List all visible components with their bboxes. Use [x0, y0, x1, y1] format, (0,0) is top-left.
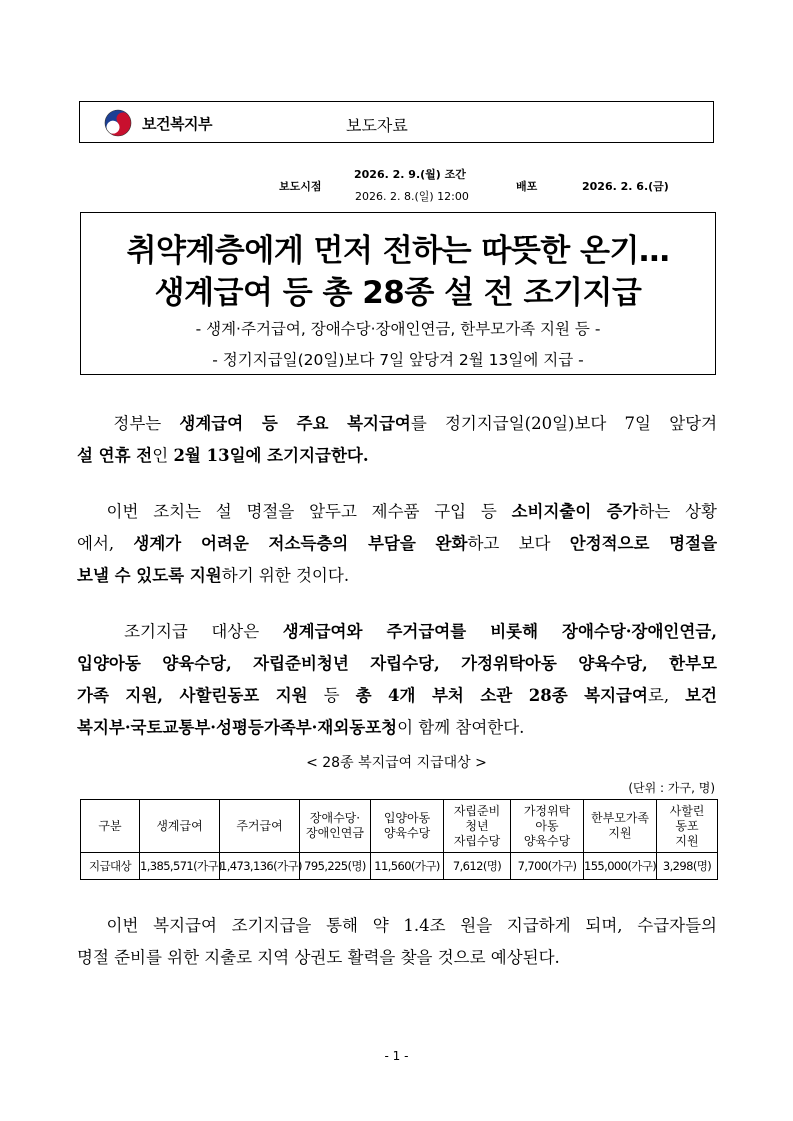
distribution-date: 2026. 2. 6.(금) — [582, 180, 669, 193]
header-line: 사할린 — [669, 803, 705, 818]
taegeuk-logo-icon — [104, 109, 132, 137]
text-run: 이 함께 참여한다. — [397, 718, 525, 737]
benefit-table — [80, 799, 718, 880]
distribution-label: 배포 — [516, 180, 538, 193]
header-line: 청년 — [465, 818, 489, 833]
table-cell: 11,560(가구) — [371, 853, 444, 880]
paragraph-line — [77, 408, 717, 440]
table-cell: 3,298(명) — [657, 853, 718, 880]
text-run: 명절 준비를 위한 지출로 지역 상권도 활력을 찾을 것으로 예상된다. — [77, 948, 560, 967]
header-line: 동포 — [675, 818, 699, 833]
bold-text: 입양아동 양육수당, 자립준비청년 자립수당, 가정위탁아동 양육수당, 한부모 — [77, 654, 717, 673]
headline-line-2: 생계급여 등 총 28종 설 전 조기지급 — [154, 275, 642, 311]
page-number: - 1 - — [384, 1049, 409, 1063]
table-cell: 7,612(명) — [444, 853, 511, 880]
release-date-online: 2026. 2. 8.(일) 12:00 — [355, 190, 469, 203]
bold-text: 생계급여 등 주요 복지급여 — [179, 414, 411, 433]
bold-text: 생계가 어려운 저소득층의 부담을 완화 — [133, 534, 468, 553]
bold-text: 가족 지원, 사할린동포 지원 — [77, 686, 308, 705]
header-line: 자립준비 — [453, 803, 501, 818]
paragraph-line — [77, 648, 717, 680]
header-line: 아동 — [535, 818, 559, 833]
header-line: 가정위탁 — [523, 803, 571, 818]
paragraph-line — [77, 616, 717, 648]
text-run: 이번 조치는 설 명절을 앞두고 제수품 구입 등 — [106, 502, 512, 521]
bold-text: 설 연휴 전 — [77, 446, 153, 465]
text-run: 등 — [307, 686, 356, 705]
table-unit: (단위 : 가구, 명) — [628, 781, 715, 795]
table-header-cell — [444, 800, 511, 853]
header-line: 주거급여 — [236, 818, 283, 833]
bold-text: 안정적으로 명절을 — [569, 534, 718, 553]
row-label-cell: 지급대상 — [81, 853, 140, 880]
table-cell: 1,473,136(가구) — [220, 853, 300, 880]
paragraph-line — [77, 560, 717, 592]
text-run: 를 정기지급일(20일)보다 7일 앞당겨 — [410, 414, 718, 433]
paragraph-line — [77, 910, 717, 942]
header-line: 장애인연금 — [306, 826, 364, 840]
text-run: 하는 상황 — [638, 502, 717, 521]
bold-text: 보건 — [685, 686, 717, 705]
header-box — [79, 101, 714, 143]
header-line: 양육수당 — [523, 833, 571, 848]
table-header-cell — [140, 800, 220, 853]
header-line: 한부모가족 — [591, 811, 649, 825]
subtitle-line-1: - 생계·주거급여, 장애수당·장애인연금, 한부모가족 지원 등 - — [195, 320, 601, 338]
release-label: 보도시점 — [279, 180, 322, 193]
table-header-cell — [511, 800, 584, 853]
header-line: 지원 — [608, 826, 632, 840]
bold-text: 2월 13일에 조기지급한다. — [173, 446, 369, 465]
table-header-cell — [657, 800, 718, 853]
header-line: 구분 — [98, 818, 122, 833]
table-cell: 7,700(가구) — [511, 853, 584, 880]
table-header-cell — [300, 800, 371, 853]
text-run: 하기 위한 것이다. — [221, 566, 350, 585]
paragraph-1 — [77, 408, 717, 472]
table-cell: 155,000(가구) — [584, 853, 657, 880]
headline-line-1: 취약계층에게 먼저 전하는 따뜻한 온기… — [126, 233, 670, 269]
header-line: 지원 — [675, 833, 699, 848]
paragraph-line — [77, 440, 717, 472]
paragraph-line — [77, 528, 717, 560]
paragraph-3 — [77, 616, 717, 744]
table-cell: 795,225(명) — [300, 853, 371, 880]
paragraph-4 — [77, 910, 717, 974]
title-box — [80, 212, 716, 375]
table-header-row — [81, 800, 718, 853]
paragraph-2 — [77, 496, 717, 592]
table-header-cell — [81, 800, 140, 853]
header-line: 입양아동 — [383, 811, 431, 825]
bold-text: 총 4개 부처 소관 28종 복지급여 — [355, 686, 648, 705]
bold-text: 생계급여와 주거급여를 비롯해 장애수당·장애인연금, — [282, 622, 717, 641]
header-line: 장애수당· — [309, 811, 361, 825]
bold-text: 복지부·국토교통부·성평등가족부·재외동포청 — [77, 718, 398, 737]
table-header-cell — [371, 800, 444, 853]
header-line: 자립수당 — [453, 833, 501, 848]
table-header-cell — [584, 800, 657, 853]
subtitle-line-2: - 정기지급일(20일)보다 7일 앞당겨 2월 13일에 지급 - — [212, 351, 584, 369]
table-title: < 28종 복지급여 지급대상 > — [306, 755, 487, 771]
text-run: 로, — [647, 686, 686, 705]
header-line: 양육수당 — [383, 826, 431, 840]
paragraph-line — [77, 712, 717, 744]
release-date-main: 2026. 2. 9.(월) 조간 — [354, 168, 466, 181]
table-row — [81, 853, 718, 880]
table-cell: 1,385,571(가구) — [140, 853, 220, 880]
paragraph-line — [77, 496, 717, 528]
table-header-cell — [220, 800, 300, 853]
text-run: 이번 복지급여 조기지급을 통해 약 1.4조 원을 지급하게 되며, 수급자들의 — [106, 916, 717, 935]
paragraph-line — [77, 942, 717, 974]
bold-text: 소비지출이 증가 — [511, 502, 639, 521]
text-run: 조기지급 대상은 — [124, 622, 283, 641]
text-run: 하고 보다 — [467, 534, 570, 553]
doc-type-label: 보도자료 — [346, 116, 408, 135]
bold-text: 보낼 수 있도록 지원 — [77, 566, 222, 585]
org-name: 보건복지부 — [142, 115, 212, 133]
text-run: 에서, — [77, 534, 134, 553]
paragraph-line — [77, 680, 717, 712]
text-run: 정부는 — [113, 414, 180, 433]
header-line: 생계급여 — [156, 818, 203, 833]
text-run: 인 — [152, 446, 174, 465]
